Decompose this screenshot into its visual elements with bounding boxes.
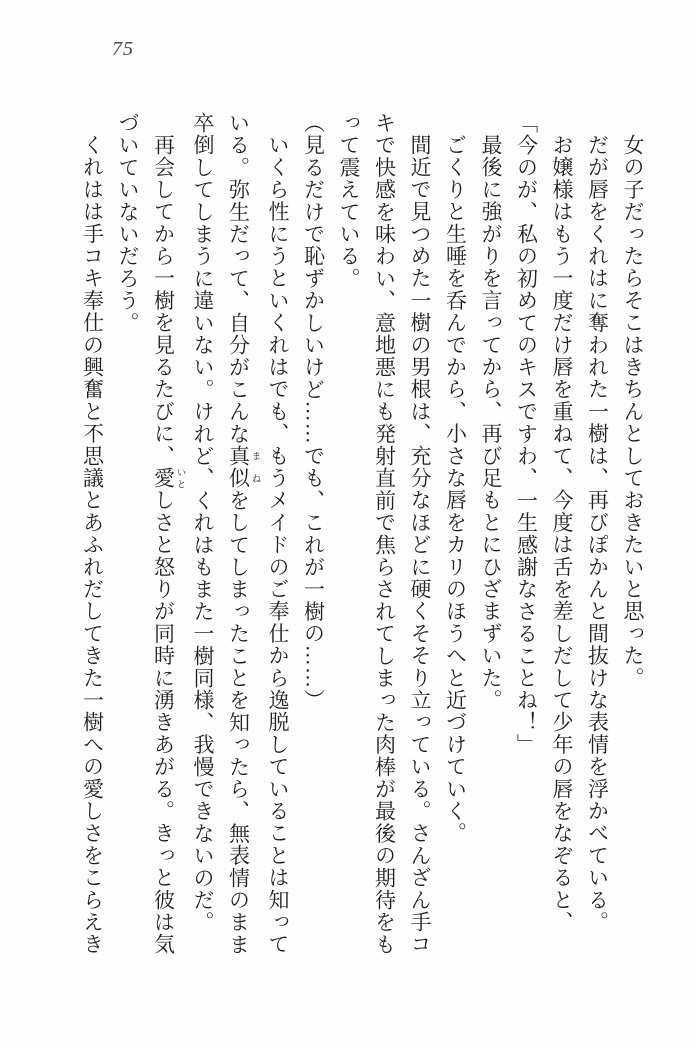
text-line: お嬢様はもう一度だけ唇を重ねて、今度は舌を差しだして少年の唇をなぞると、 <box>550 134 574 934</box>
text-line: キで快感を味わい、意地悪にも発射直前で焦らされてしまった肉棒が最後の期待をも <box>372 112 397 956</box>
text-line: 卒倒してしまうに違いない。けれど、くれはもまた一樹同様、我慢できないのだ。 <box>191 112 215 934</box>
text-line: いくら性にうといくれはでも、もうメイドのご奉仕から逸脱していることは知って <box>266 134 290 956</box>
text-line: 間近で見つめた一樹の男根は、充分なほどに硬くそそり立っている。さんざん手コ <box>408 134 432 956</box>
text-line: だが唇をくれはに奪われた一樹は、再びぽかんと間抜けな表情を浮かべている。 <box>585 134 610 934</box>
text-line: 最後に強がりを言ってから、再び足もとにひざまずいた。 <box>479 134 503 712</box>
text-line: くれはは手コキ奉仕の興奮と不思議とあふれだしてきた一樹への愛しさをこらえき <box>80 134 105 956</box>
text-line: ごくりと生唾を呑んでから、小さな唇をカリのほうへと近づけていく。 <box>443 134 468 845</box>
text-line: って震えている。 <box>337 112 361 290</box>
furigana-annotated-word: 真似 まね <box>226 445 260 490</box>
furigana-annotated-word: 愛 いと <box>151 467 185 490</box>
text-line: 女の子だったらそこはきちんとしておきたいと思った。 <box>621 134 645 690</box>
text-line: 「今のが、私の初めてのキスですわ、一生感謝なさることね！」 <box>514 112 539 756</box>
text-line: 再会してから一樹を見るたびに、愛 いとしさと怒りが同時に湧きあがる。きっと彼は気 <box>151 134 185 956</box>
text-line: （見るだけで恥ずかしいけど……でも、これが一樹の……） <box>301 112 326 712</box>
page-number: 75 <box>112 38 134 60</box>
text-line: づいていないだろう。 <box>116 112 140 334</box>
text-line: いる。弥生だって、自分がこんな真似 まねをしてしまったことを知ったら、無表情のまま <box>226 112 260 956</box>
vertical-text-block <box>74 112 650 960</box>
